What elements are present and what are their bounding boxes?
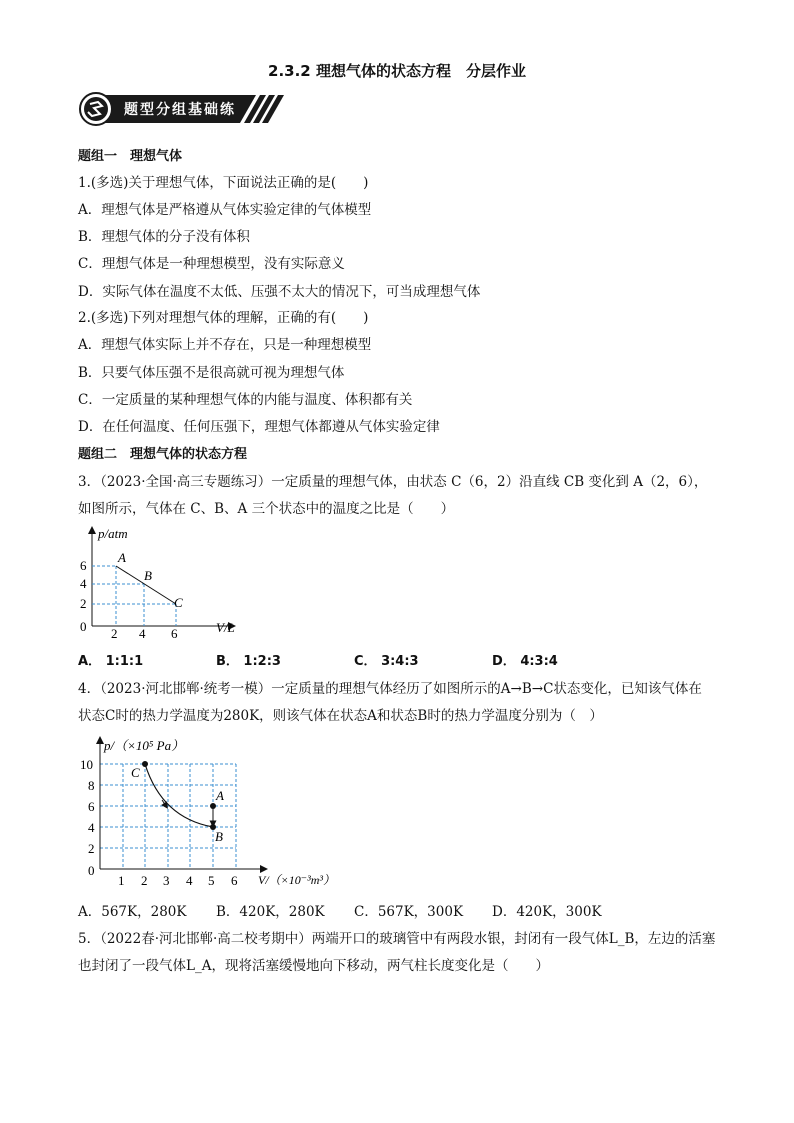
q3-xtick: 2 bbox=[111, 626, 118, 641]
section-banner bbox=[78, 92, 288, 126]
q2-option-b: B．只要气体压强不是很高就可视为理想气体 bbox=[78, 365, 345, 381]
q3-point-b: B bbox=[144, 568, 152, 583]
q3-option-c: C． 3:4:3 bbox=[354, 654, 419, 669]
q4-ylabel: p/（×10⁵ Pa） bbox=[104, 738, 185, 753]
q1-option-b: B．理想气体的分子没有体积 bbox=[78, 229, 250, 245]
q4-xtick: 2 bbox=[141, 873, 148, 888]
q2-option-c: C．一定质量的某种理想气体的内能与温度、体积都有关 bbox=[78, 392, 413, 408]
q3-ytick: 6 bbox=[80, 558, 87, 573]
q4-xtick: 1 bbox=[118, 873, 125, 888]
q3-option-b: B． 1:2:3 bbox=[216, 654, 281, 669]
q1-stem: 1.(多选)关于理想气体，下面说法正确的是( ) bbox=[78, 175, 369, 191]
q4-ytick: 2 bbox=[88, 841, 95, 856]
q4-ytick: 4 bbox=[88, 820, 95, 835]
q4-graph bbox=[76, 734, 346, 896]
q3-line2: 如图所示，气体在 C、B、A 三个状态中的温度之比是（ ） bbox=[78, 501, 455, 517]
q3-ytick: 4 bbox=[80, 576, 87, 591]
q4-xtick: 3 bbox=[163, 873, 170, 888]
q4-point-b: B bbox=[215, 829, 223, 844]
q4-point-a: A bbox=[216, 788, 224, 803]
q4-xlabel: V/（×10⁻³m³） bbox=[258, 873, 335, 887]
q4-xtick: 5 bbox=[208, 873, 215, 888]
q4-point-c: C bbox=[131, 765, 140, 780]
q3-ytick: 2 bbox=[80, 596, 87, 611]
q4-xtick: 4 bbox=[186, 873, 193, 888]
page-title: 2.3.2 理想气体的状态方程 分层作业 bbox=[268, 62, 526, 80]
q3-point-c: C bbox=[174, 595, 183, 610]
q2-stem: 2.(多选)下列对理想气体的理解，正确的有( ) bbox=[78, 310, 369, 326]
banner-label: 题型分组基础练 bbox=[124, 102, 236, 118]
q3-graph bbox=[72, 524, 252, 648]
q2-option-d: D．在任何温度、任何压强下，理想气体都遵从气体实验定律 bbox=[78, 419, 440, 435]
q4-option-a: A．567K，280K bbox=[78, 904, 187, 920]
q4-ytick: 6 bbox=[88, 799, 95, 814]
group2-heading: 题组二 理想气体的状态方程 bbox=[78, 447, 248, 462]
q3-xtick: 4 bbox=[139, 626, 146, 641]
q4-option-b: B．420K，280K bbox=[216, 904, 325, 920]
q4-ytick: 10 bbox=[80, 757, 93, 772]
q3-line1: 3．（2023·全国·高三专题练习）一定质量的理想气体，由状态 C（6，2）沿直线 CB 变化到 A（2，6）， bbox=[78, 474, 708, 490]
q3-origin: 0 bbox=[80, 619, 87, 634]
q4-origin: 0 bbox=[88, 863, 95, 878]
q1-option-d: D．实际气体在温度不太低、压强不太大的情况下，可当成理想气体 bbox=[78, 284, 481, 300]
q1-option-a: A．理想气体是严格遵从气体实验定律的气体模型 bbox=[78, 202, 372, 218]
q4-ytick: 8 bbox=[88, 778, 95, 793]
q1-option-c: C．理想气体是一种理想模型，没有实际意义 bbox=[78, 256, 345, 272]
q2-option-a: A．理想气体实际上并不存在，只是一种理想模型 bbox=[78, 337, 372, 353]
q3-xlabel: V/L bbox=[216, 620, 235, 635]
q4-option-d: D．420K，300K bbox=[492, 904, 602, 920]
q4-option-c: C．567K，300K bbox=[354, 904, 464, 920]
q3-xtick: 6 bbox=[171, 626, 178, 641]
q5-line1: 5．（2022春·河北邯郸·高二校考期中）两端开口的玻璃管中有两段水银，封闭有一段气体L_B，左边的活塞 bbox=[78, 931, 716, 947]
q4-xtick: 6 bbox=[231, 873, 238, 888]
q5-line2: 也封闭了一段气体L_A，现将活塞缓慢地向下移动，两气柱长度变化是（ ） bbox=[78, 958, 549, 974]
group1-heading: 题组一 理想气体 bbox=[78, 149, 183, 164]
q4-line2: 状态C时的热力学温度为280K，则该气体在状态A和状态B时的热力学温度分别为（ ） bbox=[78, 708, 603, 724]
q3-option-d: D． 4:3:4 bbox=[492, 654, 558, 669]
q3-ylabel: p/atm bbox=[98, 526, 128, 541]
q4-line1: 4．（2023·河北邯郸·统考一模）一定质量的理想气体经历了如图所示的A→B→C状态变化，已知该气体在 bbox=[78, 681, 702, 697]
q3-option-a: A． 1:1:1 bbox=[78, 654, 144, 669]
q3-point-a: A bbox=[118, 550, 126, 565]
